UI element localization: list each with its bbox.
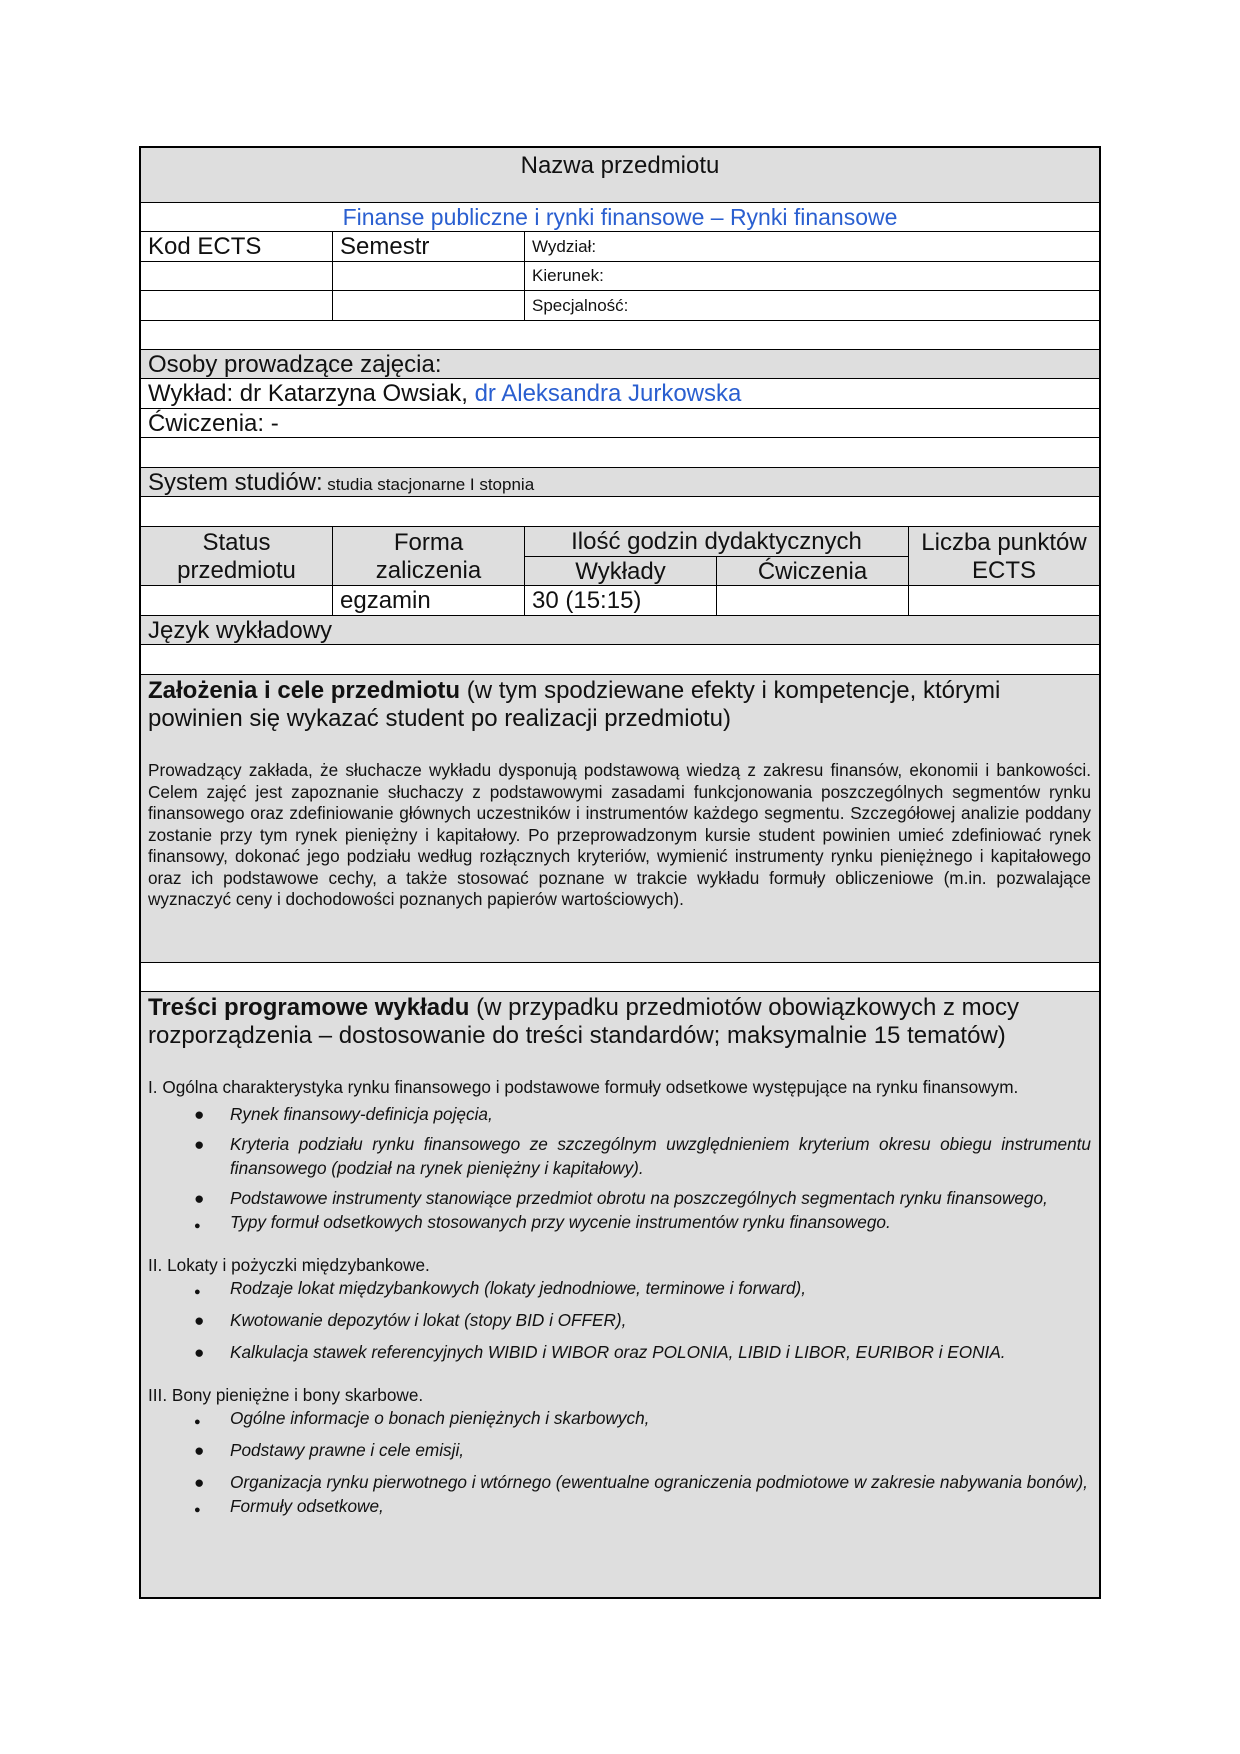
list-item	[148, 1470, 1091, 1494]
zalozenia-body: Prowadzący zakłada, że słuchacze wykładu dysponują podstawową wiedzą z zakresu finansów, ekonomii i bankowości. Celem zajęć jest zapoznanie słuchaczy z podstawowymi zasadami funkcjonowania poszczególnych segmentów rynku finansowego oraz zdefiniowanie głównych uczestników i instrumentów każdego segmentu. Szczegółowej analizie poddany zostanie przy tym rynek pieniężny i kapitałowy. Po przeprowadzonym kursie student powinien umieć zdefiniować rynek finansowy, dokonać jego podziału według rozłącznych kryteriów, wymienić instrumenty rynku pieniężnego i kapitałowego oraz ich podstawowe cechy, a także stosować poznane w trakcie wykładu formuły obliczeniowe (m.in. pozwalające wyznaczyć ceny i dochodowości poznanych papierów wartościowych).	[148, 760, 1091, 909]
spacer-row	[141, 497, 1099, 527]
zalozenia-heading-bold: Założenia i cele przedmiotu	[148, 677, 461, 704]
bullet-icon: ●	[194, 1104, 205, 1124]
list-item	[148, 1186, 1091, 1210]
list-item-text: Organizacja rynku pierwotnego i wtórnego (ewentualne ograniczenia podmiotowe w zakresie nabywania bonów),	[230, 1472, 1088, 1492]
zalozenia-heading	[148, 677, 1091, 733]
empty-cell	[141, 291, 333, 320]
liczba-header: Liczba punktów ECTS	[921, 529, 1087, 584]
meta-row-2	[141, 262, 1099, 291]
system-label: System studiów:	[148, 469, 323, 496]
wydzial-label: Wydział:	[532, 237, 597, 256]
forma-value: egzamin	[340, 587, 431, 614]
ilosc-header: Ilość godzin dydaktycznych	[525, 527, 908, 557]
wyklady-value: 30 (15:15)	[532, 587, 642, 614]
cwiczenia-header: Ćwiczenia	[757, 558, 868, 585]
spacer-row	[141, 321, 1099, 350]
ilosc-header-cell	[525, 527, 909, 585]
section-title: II. Lokaty i pożyczki międzybankowe.	[148, 1255, 430, 1275]
list-item	[148, 1406, 1091, 1430]
wyklad-row	[141, 379, 1099, 409]
page-title: Nazwa przedmiotu	[520, 152, 720, 179]
cwiczenia-row	[141, 409, 1099, 438]
meta-row-1	[141, 232, 1099, 262]
list-item-text: Rynek finansowy-definicja pojęcia,	[230, 1104, 493, 1124]
semestr-label: Semestr	[340, 233, 430, 260]
course-name-row	[141, 203, 1099, 232]
list-item-text: Formuły odsetkowe,	[230, 1496, 384, 1516]
list-item	[148, 1308, 1091, 1332]
bullet-icon: ●	[194, 1504, 201, 1516]
list-item-text: Typy formuł odsetkowych stosowanych przy wycenie instrumentów rynku finansowego.	[230, 1212, 891, 1232]
course-name: Finanse publiczne i rynki finansowe – Rynki finansowe	[342, 204, 898, 230]
list-item	[148, 1276, 1091, 1300]
specjalnosc-label: Specjalność:	[532, 296, 629, 315]
spacer-row	[141, 645, 1099, 675]
grid-values-row	[141, 586, 1099, 616]
bullet-icon: ●	[194, 1416, 201, 1428]
empty-cell	[141, 262, 333, 290]
forma-value-cell	[333, 586, 525, 615]
meta-row-3	[141, 291, 1099, 321]
tresci-body	[148, 1076, 1091, 1518]
section-title: I. Ogólna charakterystyka rynku finansowego i podstawowe formuły odsetkowe występujące na rynku finansowym.	[148, 1077, 1019, 1097]
list-item-text: Kwotowanie depozytów i lokat (stopy BID i OFFER),	[230, 1310, 627, 1330]
wyklady-header: Wykłady	[525, 557, 717, 585]
list-item	[148, 1102, 1091, 1126]
bullet-icon: ●	[194, 1310, 205, 1330]
list-item-text: Podstawowe instrumenty stanowiące przedmiot obrotu na poszczególnych segmentach rynku finansowego,	[230, 1188, 1048, 1208]
osoby-heading-row	[141, 350, 1099, 379]
tresci-heading	[148, 994, 1091, 1050]
cwiczenia-value-cell	[717, 586, 909, 615]
tresci-heading-bold: Treści programowe wykładu	[148, 994, 470, 1021]
tresci-section	[141, 992, 1099, 1597]
empty-cell	[333, 291, 525, 320]
bullet-icon: ●	[194, 1134, 205, 1154]
spacer-row	[141, 438, 1099, 468]
kod-ects-label: Kod ECTS	[148, 233, 262, 260]
title-row	[141, 148, 1099, 203]
list-item	[148, 1438, 1091, 1462]
kierunek-label: Kierunek:	[532, 266, 604, 285]
bullet-icon: ●	[194, 1472, 205, 1492]
empty-cell	[333, 262, 525, 290]
section-list	[148, 1406, 1091, 1518]
grid-header-row	[141, 527, 1099, 586]
section-list	[148, 1276, 1091, 1364]
cwiczenia-label: Ćwiczenia: -	[148, 410, 279, 437]
bullet-icon: ●	[194, 1220, 201, 1232]
status-header: Status przedmiotu	[141, 527, 333, 585]
status-value-cell	[141, 586, 333, 615]
list-item	[148, 1494, 1091, 1518]
list-item-text: Rodzaje lokat międzybankowych (lokaty jednodniowe, terminowe i forward),	[230, 1278, 807, 1298]
wyklady-value-cell	[525, 586, 717, 615]
section-title: III. Bony pieniężne i bony skarbowe.	[148, 1385, 424, 1405]
spacer-row	[141, 963, 1099, 992]
kod-ects-cell	[141, 232, 333, 261]
bullet-icon: ●	[194, 1188, 205, 1208]
jezyk-row	[141, 616, 1099, 645]
list-item	[148, 1132, 1091, 1180]
semestr-cell	[333, 232, 525, 261]
wyklad-extra: dr Aleksandra Jurkowska	[474, 380, 742, 407]
bullet-icon: ●	[194, 1440, 205, 1460]
system-row	[141, 468, 1099, 497]
osoby-heading: Osoby prowadzące zajęcia:	[148, 351, 442, 378]
section-list	[148, 1102, 1091, 1234]
list-item-text: Podstawy prawne i cele emisji,	[230, 1440, 465, 1460]
list-item	[148, 1210, 1091, 1234]
list-item-text: Kryteria podziału rynku finansowego ze szczególnym uwzględnieniem kryterium okresu obiegu instrumentu finansowego (podział na rynek pieniężny i kapitałowy).	[230, 1134, 1091, 1178]
wyklad-label: Wykład: dr Katarzyna Owsiak,	[148, 380, 468, 407]
course-card-table	[139, 146, 1101, 1599]
zalozenia-heading-rest: (w tym spodziewane efekty i kompetencje, którymi powinien się wykazać student po realizacji przedmiotu)	[148, 677, 1001, 732]
bullet-icon: ●	[194, 1286, 201, 1298]
list-item	[148, 1340, 1091, 1364]
system-value: studia stacjonarne I stopnia	[327, 475, 535, 494]
list-item-text: Ogólne informacje o bonach pieniężnych i skarbowych,	[230, 1408, 650, 1428]
tresci-heading-rest: (w przypadku przedmiotów obowiązkowych z mocy rozporządzenia – dostosowanie do treści standardów; maksymalnie 15 tematów)	[148, 994, 1019, 1049]
bullet-icon: ●	[194, 1342, 205, 1362]
forma-header: Forma zaliczenia	[333, 527, 525, 585]
jezyk-label: Język wykładowy	[148, 617, 333, 644]
list-item-text: Kalkulacja stawek referencyjnych WIBID i WIBOR oraz POLONIA, LIBID i LIBOR, EURIBOR i EONIA.	[230, 1342, 1006, 1362]
zalozenia-section	[141, 675, 1099, 963]
